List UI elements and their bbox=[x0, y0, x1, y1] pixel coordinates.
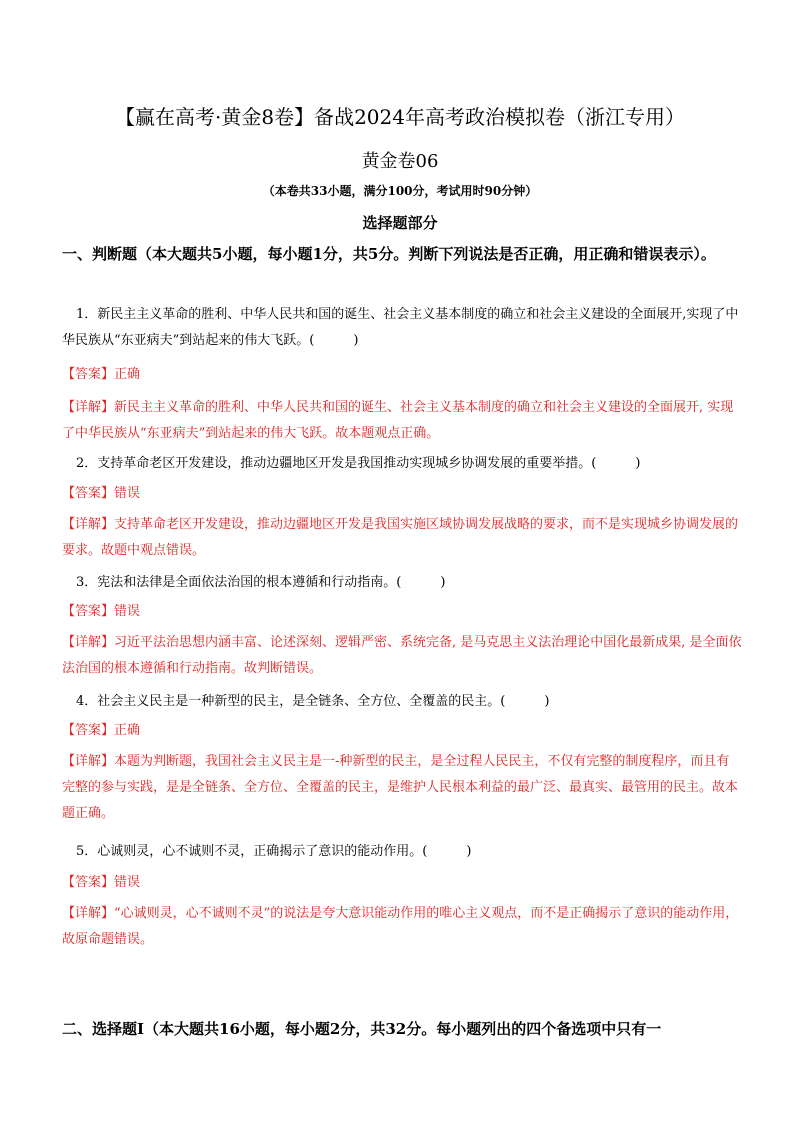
detail-4: 【详解】本题为判断题，我国社会主义民主是一-种新型的民主，是全过程人民民主，不仅有完整的制度程序，而且有完整的参与实践，是是全链条、全方位、全覆盖的民主，是维护人民根本利益的最广泛、最真实、最管用的民主。故本题正确。 bbox=[62, 754, 739, 821]
answer-1: 【答案】正确 bbox=[62, 367, 141, 382]
answer-4: 【答案】正确 bbox=[62, 723, 141, 738]
question-2: 2．支持革命老区开发建设，推动边疆地区开发是我国推动实现城乡协调发展的重要举措。( ) bbox=[76, 456, 641, 471]
part-heading: 选择题部分 bbox=[362, 214, 438, 232]
answer-2: 【答案】错误 bbox=[62, 486, 141, 501]
question-5: 5．心诚则灵，心不诚则不灵，正确揭示了意识的能动作用。( ) bbox=[76, 844, 472, 859]
detail-5: 【详解】“心诚则灵，心不诚则不灵”的说法是夸大意识能动作用的唯心主义观点，而不是正确揭示了意识的能动作用，故原命题错误。 bbox=[62, 906, 739, 947]
detail-2: 【详解】支持革命老区开发建设，推动边疆地区开发是我国实施区域协调发展战略的要求，而不是实现城乡协调发展的要求。故题中观点错误。 bbox=[62, 517, 739, 558]
answer-3: 【答案】错误 bbox=[62, 604, 141, 619]
detail-3: 【详解】习近平法治思想内涵丰富、论述深刻、逻辑严密、系统完备, 是马克思主义法治理论中国化最新成果, 是全面依法治国的根本遵循和行动指南。故判断错误。 bbox=[62, 635, 742, 676]
exam-title: 【赢在高考·黄金8卷】备战2024年高考政治模拟卷（浙江专用） bbox=[115, 105, 685, 129]
exam-note: （本卷共33小题，满分100分，考试用时90分钟） bbox=[262, 184, 538, 198]
exam-subtitle: 黄金卷06 bbox=[361, 151, 439, 172]
detail-1: 【详解】新民主主义革命的胜利、中华人民共和国的诞生、社会主义基本制度的确立和社会主义建设的全面展开, 实现了中华民族从“东亚病夫”到站起来的伟大飞跃。故本题观点正确。 bbox=[62, 400, 734, 441]
question-1: 1．新民主主义革命的胜利、中华人民共和国的诞生、社会主义基本制度的确立和社会主义建设的全面展开,实现了中华民族从“东亚病夫”到站起来的伟大飞跃。( ) bbox=[62, 307, 739, 348]
question-4: 4．社会主义民主是一种新型的民主，是全链条、全方位、全覆盖的民主。( ) bbox=[76, 694, 550, 709]
section-1-heading: 一、判断题（本大题共5小题，每小题1分，共5分。判断下列说法是否正确，用正确和错误表示）。 bbox=[62, 245, 716, 263]
question-3: 3．宪法和法律是全面依法治国的根本遵循和行动指南。( ) bbox=[76, 575, 446, 590]
section-2-heading: 二、选择题Ⅰ（本大题共16小题，每小题2分，共32分。每小题列出的四个备选项中只有一 bbox=[62, 1020, 662, 1038]
answer-5: 【答案】错误 bbox=[62, 875, 141, 890]
